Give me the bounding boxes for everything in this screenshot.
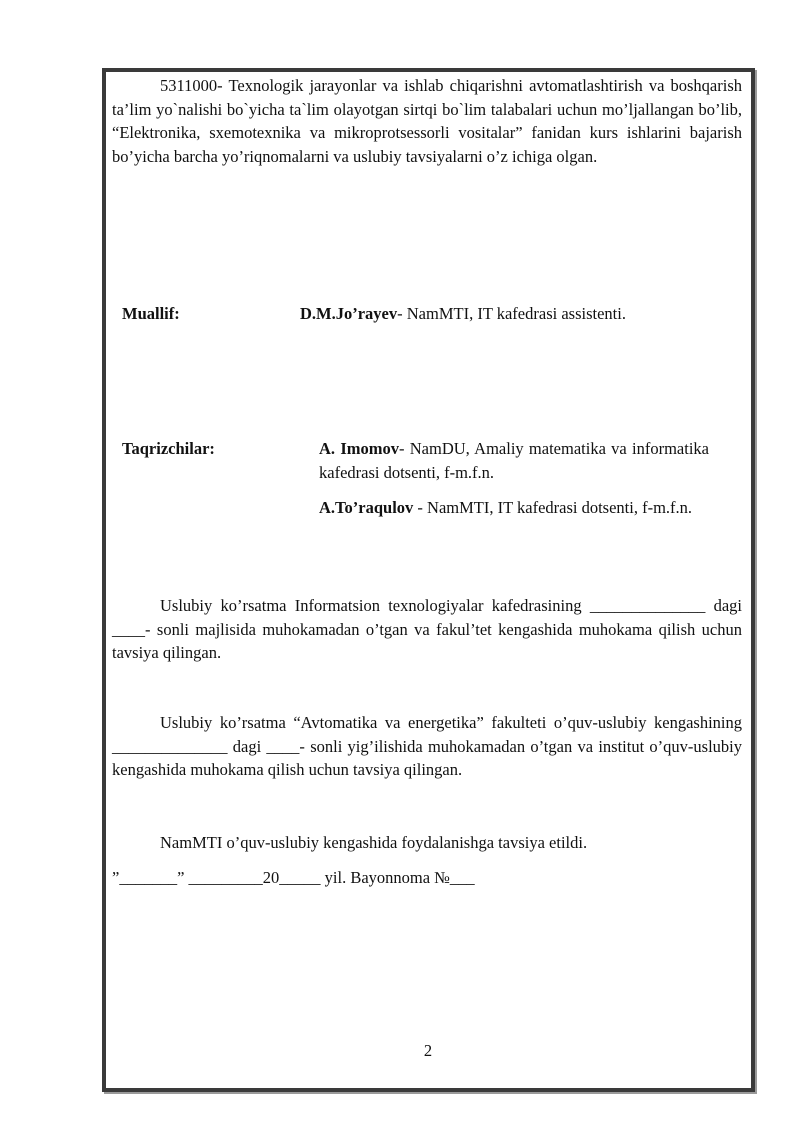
page-number: 2 (423, 1041, 433, 1060)
recommendation-line: NamMTI o’quv-uslubiy kengashida foydalanishga tavsiya etildi. (160, 833, 588, 852)
intro-paragraph: 5311000- Texnologik jarayonlar va ishlab chiqarishni avtomatlashtirish va boshqarish ta’lim yo`nalishi bo`yicha ta`lim olayotgan sirtqi bo`lim talabalari uchun mo’ljallangan bo’lib, “Elektronika, sxemotexnika va mikroprotsessorli vositalar” fanidan kurs ishlarini bajarish bo’yicha barcha yo’riqnomalarni va uslubiy tavsiyalarni o’z ichiga olgan. (112, 76, 742, 166)
author-label: Muallif: (122, 304, 180, 323)
reviewers-label: Taqrizchilar: (122, 439, 215, 458)
protocol-line: ”_______” _________20_____ yil. Bayonnoma №___ (112, 868, 475, 887)
faculty-approval-paragraph: Uslubiy ko’rsatma “Avtomatika va energetika” fakulteti o’quv-uslubiy kengashining ______________ dagi ____- sonli yig’ilishida muhokamadan o’tgan va institut o’quv-uslubiy kengashida muhokama qilish uchun tavsiya qilingan. (112, 713, 742, 779)
reviewer-role: - NamDU, Amaliy matematika va informatika kafedrasi dotsenti, f-m.f.n. (319, 439, 709, 482)
reviewer-entry (319, 437, 709, 484)
reviewer-name: A. Imomov (319, 439, 399, 458)
author-name: D.M.Jo’rayev (300, 304, 398, 323)
page-border (102, 68, 755, 1092)
author-entry (300, 302, 740, 326)
reviewer-entry (319, 496, 709, 520)
reviewer-name: A.To’raqulov (319, 498, 414, 517)
department-approval-paragraph: Uslubiy ko’rsatma Informatsion texnologiyalar kafedrasining ______________ dagi ____- sonli majlisida muhokamadan o’tgan va fakul’tet kengashida muhokama qilish uchun tavsiya qilingan. (112, 596, 742, 662)
author-role: - NamMTI, IT kafedrasi assistenti. (397, 304, 626, 323)
reviewer-role: - NamMTI, IT kafedrasi dotsenti, f-m.f.n. (413, 498, 693, 517)
